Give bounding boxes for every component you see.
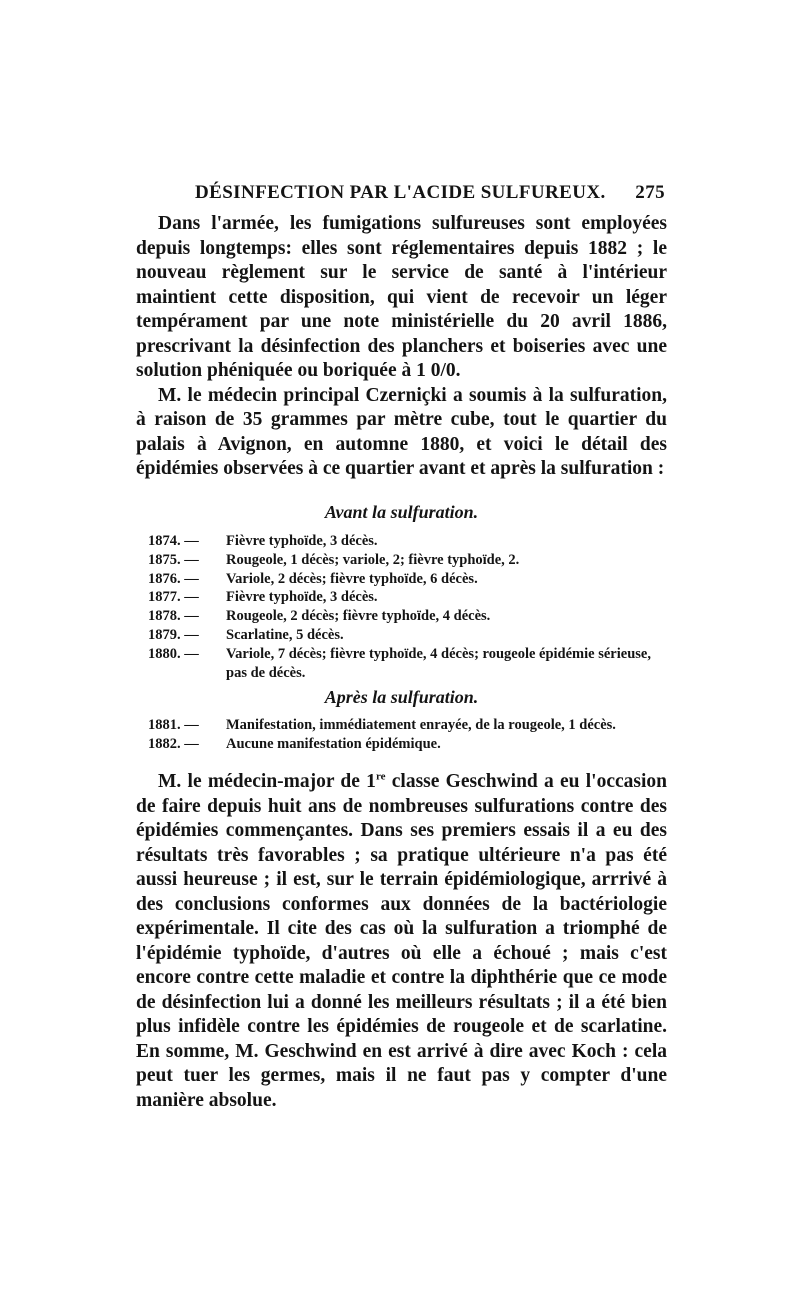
section-title-before: Avant la sulfuration. <box>324 502 479 522</box>
list-item <box>148 607 670 626</box>
running-header <box>136 182 665 204</box>
entry-year: 1881. — <box>148 717 199 733</box>
intro-paragraphs <box>136 212 667 482</box>
paragraph-geschwind <box>136 770 667 1113</box>
entry-year: 1874. — <box>148 533 199 549</box>
list-item <box>148 532 670 551</box>
entry-year: 1882. — <box>148 735 199 752</box>
ordinal-superscript: re <box>375 770 386 783</box>
epidemics-before-list <box>148 532 670 682</box>
entry-text: Aucune manifestation épidémique. <box>226 735 441 752</box>
list-item <box>148 735 670 754</box>
entry-text: Fièvre typhoïde, 3 décès. <box>226 589 378 606</box>
entry-text: Scarlatine, 5 décès. <box>226 626 344 643</box>
paragraph-rest: classe Geschwind a eu l'occasion de faire depuis huit ans de nombreuses sulfurations contre des épidémies commençantes. Dans ses premiers essais il a eu des résultats très favorables ; sa pratique ultérieure n'a pas été aussi heureuse ; il est, sur le terrain épidémiologique, arrrivé à des conclusions conformes aux données de la bactériologie expérimentale. Il cite des cas où la sulfuration a triomphé de l'épidémie typhoïde, d'autres où elle a échoué ; mais c'est encore contre cette maladie et contre la diphthérie que ce mode de désinfection lui a donné les meilleurs résultats ; il a été bien plus infidèle contre les épidémies de rougeole et de scarlatine. En somme, M. Geschwind en est arrivé à dire avec Koch : cela peut tuer les germes, mais il ne faut pas y compter d'une manière absolue. <box>136 771 667 1111</box>
list-item <box>148 626 670 645</box>
entry-text: Rougeole, 1 décès; variole, 2; fièvre typhoïde, 2. <box>226 551 520 568</box>
paragraph-start: M. le médecin-major de 1 <box>158 771 376 792</box>
list-item <box>148 551 670 570</box>
entry-year: 1877. — <box>148 589 199 606</box>
epidemics-after-list <box>148 716 670 754</box>
list-item <box>148 570 670 589</box>
paragraph-army: Dans l'armée, les fumigations sulfureuses sont employées depuis longtemps: elles sont réglementaires depuis 1882 ; le nouveau règlement sur le service de santé à l'intérieur maintient cette disposition, qui vient de recevoir un léger tempérament par une note ministérielle du 20 avril 1886, prescrivant la désinfection des planchers et boiseries avec une solution phéniquée ou boriquée à 1 0/0. <box>136 213 667 381</box>
entry-text: Rougeole, 2 décès; fièvre typhoïde, 4 décès. <box>226 608 491 625</box>
entry-text: Manifestation, immédiatement enrayée, de la rougeole, 1 décès. <box>226 717 616 733</box>
geschwind-paragraph-block <box>136 770 667 1113</box>
paragraph-czernicki: M. le médecin principal Czerniçki a soumis à la sulfuration, à raison de 35 grammes par mètre cube, tout le quartier du palais à Avignon, en automne 1880, et voici le détail des épidémies observées à ce quartier avant et après la sulfuration : <box>136 384 667 479</box>
list-item <box>148 588 670 607</box>
entry-text: Fièvre typhoïde, 3 décès. <box>226 533 378 549</box>
running-title: DÉSINFECTION PAR L'ACIDE SULFUREUX. <box>195 182 606 203</box>
entry-year: 1879. — <box>148 626 199 643</box>
entry-year: 1880. — <box>148 645 199 662</box>
section-title-after: Après la sulfuration. <box>324 687 479 707</box>
list-item <box>148 716 670 735</box>
page-number: 275 <box>635 182 665 203</box>
list-item <box>148 645 670 683</box>
entry-text: Variole, 7 décès; fièvre typhoïde, 4 décès; rougeole épidémie sérieuse, pas de décès. <box>226 645 651 681</box>
entry-text: Variole, 2 décès; fièvre typhoïde, 6 décès. <box>226 570 478 587</box>
entry-year: 1875. — <box>148 551 199 568</box>
entry-year: 1878. — <box>148 608 199 625</box>
entry-year: 1876. — <box>148 570 199 587</box>
